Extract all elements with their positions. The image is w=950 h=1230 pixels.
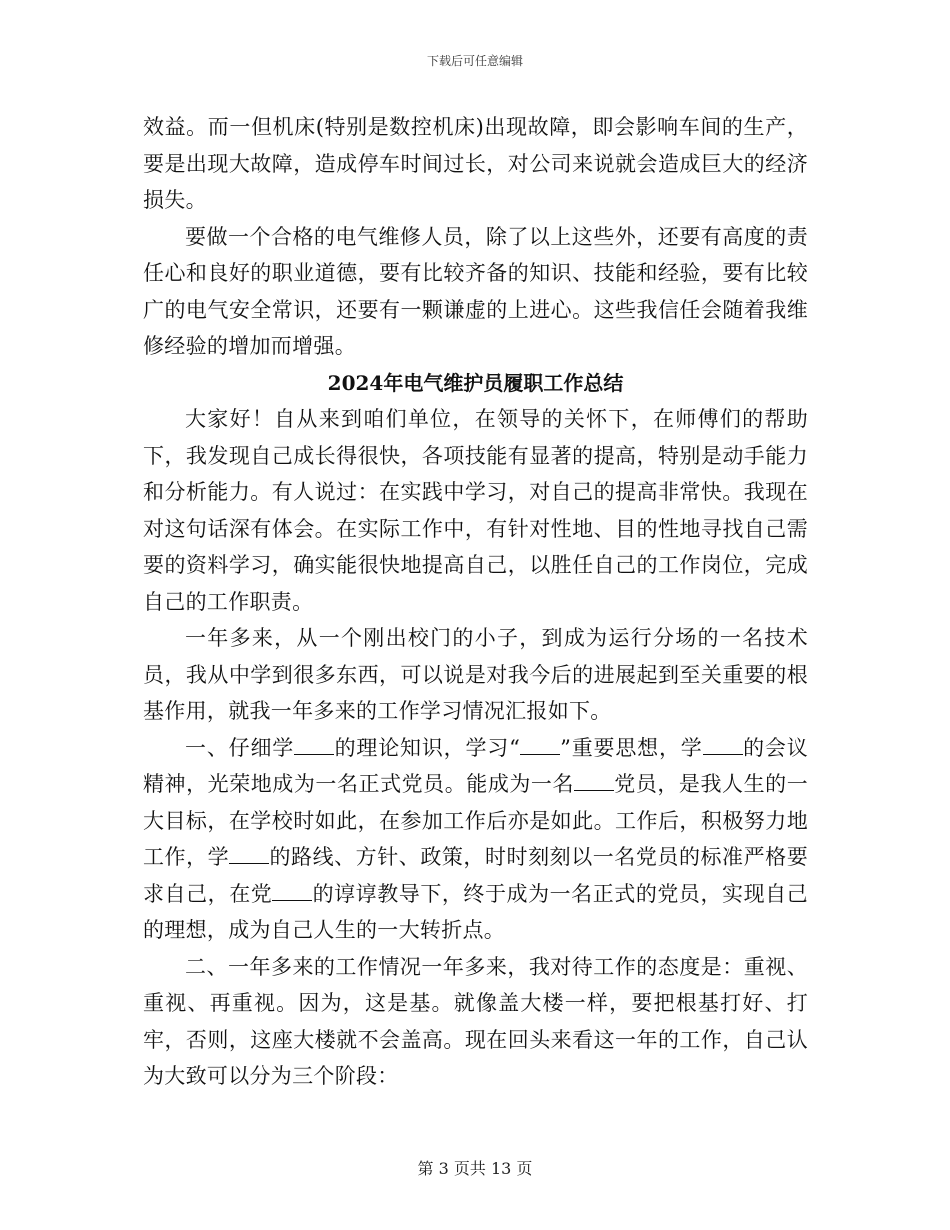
fill-blank: [703, 736, 743, 755]
fill-blank: [520, 736, 560, 755]
paragraph-5-part-6: 的路线、方针、政策，时时刻刻以一名党员的标准严格要求自己，在党: [143, 845, 809, 906]
paragraph-5: [143, 730, 808, 949]
paragraph-2: 要做一个合格的电气维修人员，除了以上这些外，还要有高度的责任心和良好的职业道德，要有比较齐备的知识、技能和经验，要有比较广的电气安全常识，还要有一颗谦虚的上进心。这些我信任会随着我维修经验的增加而增强。: [143, 224, 808, 358]
paragraph-5-part-4: 的会议精神，光荣地成为一名正式党员。能成为一名: [143, 735, 809, 796]
fill-blank: [272, 882, 312, 901]
paragraph-5-part-3: ”重要思想，学: [560, 735, 703, 760]
paragraph-5-part-7: 的谆谆教导下，终于成为一名正式的党员，实现自己的理想，成为自己人生的一大转折点。: [143, 881, 808, 942]
paragraph-1: 效益。而一但机床(特别是数控机床)出现故障，即会影响车间的生产，要是出现大故障，造成停车时间过长，对公司来说就会造成巨大的经济损失。: [143, 115, 808, 212]
paragraph-3: 大家好！自从来到咱们单位，在领导的关怀下，在师傅们的帮助下，我发现自己成长得很快，各项技能有显著的提高，特别是动手能力和分析能力。有人说过：在实践中学习，对自己的提高非常快。我现在对这句话深有体会。在实际工作中，有针对性地、目的性地寻找自己需要的资料学习，确实能很快地提高自己，以胜任自己的工作岗位，完成自己的工作职责。: [143, 407, 808, 614]
section-title: 2024年电气维护员履职工作总结: [327, 370, 624, 395]
paragraph-5-part-1: 一、仔细学: [185, 735, 295, 760]
fill-blank: [574, 772, 614, 791]
fill-blank: [294, 736, 334, 755]
paragraph-4: 一年多来，从一个刚出校门的小子，到成为运行分场的一名技术员，我从中学到很多东西，可以说是对我今后的进展起到至关重要的根基作用，就我一年多来的工作学习情况汇报如下。: [143, 626, 808, 723]
document-body: [143, 109, 808, 1095]
page-header: 下载后可任意编辑: [426, 54, 523, 68]
fill-blank: [229, 845, 269, 864]
paragraph-6: 二、一年多来的工作情况一年多来，我对待工作的态度是：重视、重视、再重视。因为，这是基。就像盖大楼一样，要把根基打好、打牢，否则，这座大楼就不会盖高。现在回头来看这一年的工作，自己认为大致可以分为三个阶段：: [143, 954, 808, 1088]
paragraph-5-part-5: 党员，是我人生的一大目标，在学校时如此，在参加工作后亦是如此。工作后，积极努力地工作，学: [143, 772, 808, 869]
page-footer: 第 3 页共 13 页: [417, 1159, 533, 1178]
paragraph-5-part-2: 的理论知识，学习“: [334, 735, 521, 760]
